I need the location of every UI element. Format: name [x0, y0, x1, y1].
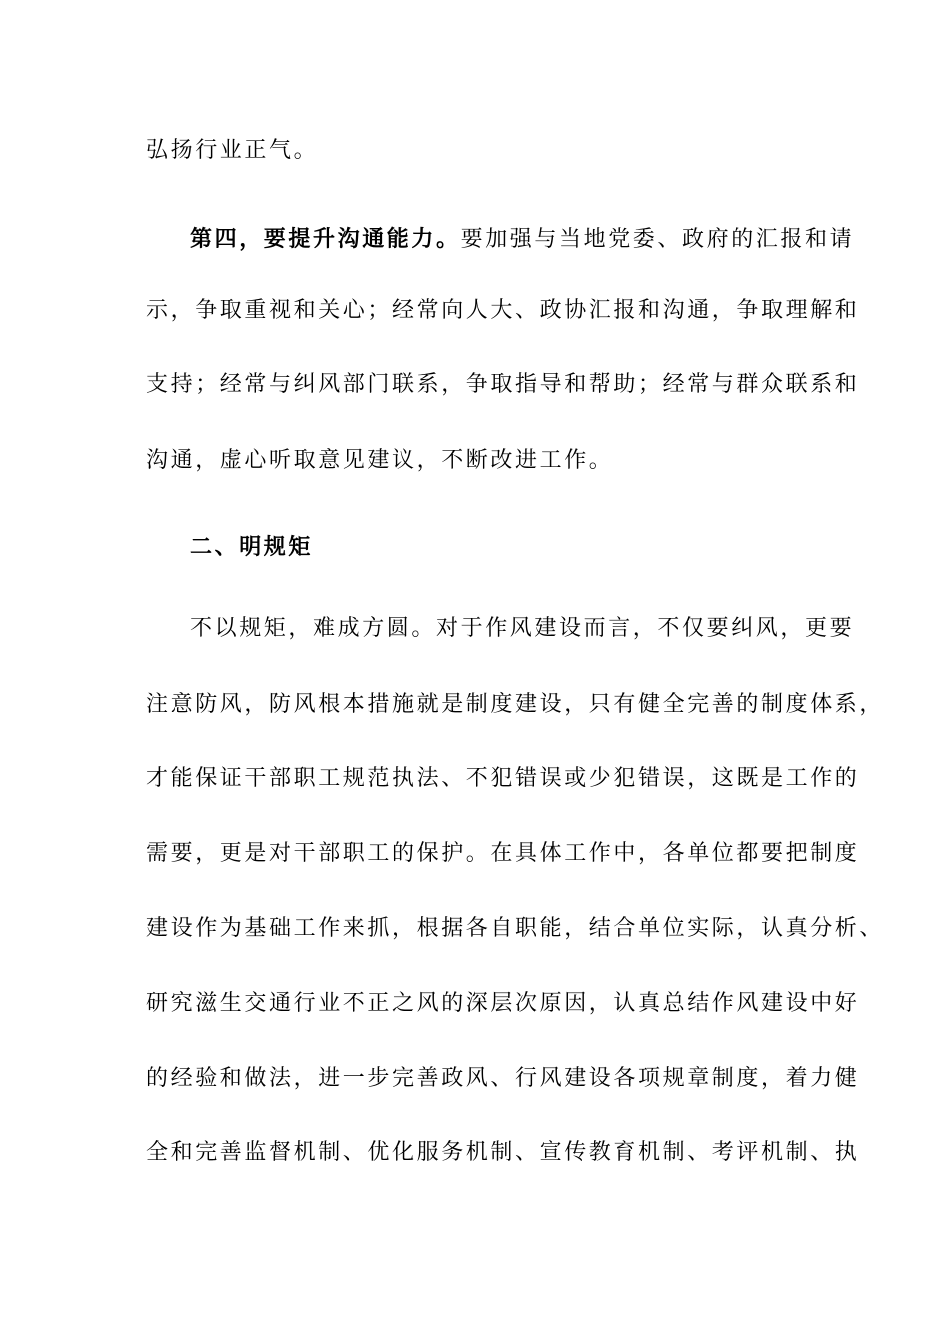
paragraph-line: 弘扬行业正气。 [146, 138, 319, 163]
paragraph-line: 需要，更是对干部职工的保护。在具体工作中，各单位都要把制度 [146, 841, 860, 866]
paragraph-lead-bold: 第四，要提升沟通能力。 [190, 226, 461, 252]
section-heading: 二、明规矩 [190, 534, 314, 560]
paragraph-line: 全和完善监督机制、优化服务机制、宣传教育机制、考评机制、执 [146, 1140, 860, 1165]
paragraph-line [190, 224, 870, 254]
paragraph-line: 才能保证干部职工规范执法、不犯错误或少犯错误，这既是工作的 [146, 766, 860, 791]
paragraph-line: 不以规矩，难成方圆。对于作风建设而言，不仅要纠风，更要 [190, 616, 855, 641]
paragraph-line: 研究滋生交通行业不正之风的深层次原因，认真总结作风建设中好 [146, 991, 860, 1016]
paragraph-line: 示，争取重视和关心；经常向人大、政协汇报和沟通，争取理解和 [146, 298, 860, 323]
paragraph-line: 建设作为基础工作来抓，根据各自职能，结合单位实际，认真分析、 [146, 916, 885, 941]
paragraph-line: 支持；经常与纠风部门联系，争取指导和帮助；经常与群众联系和 [146, 372, 860, 397]
paragraph-line: 的经验和做法，进一步完善政风、行风建设各项规章制度，着力健 [146, 1066, 860, 1091]
paragraph-line: 注意防风，防风根本措施就是制度建设，只有健全完善的制度体系， [146, 692, 885, 717]
paragraph-line: 沟通，虚心听取意见建议，不断改进工作。 [146, 448, 614, 473]
paragraph-text: 要加强与当地党委、政府的汇报和请 [460, 227, 855, 252]
